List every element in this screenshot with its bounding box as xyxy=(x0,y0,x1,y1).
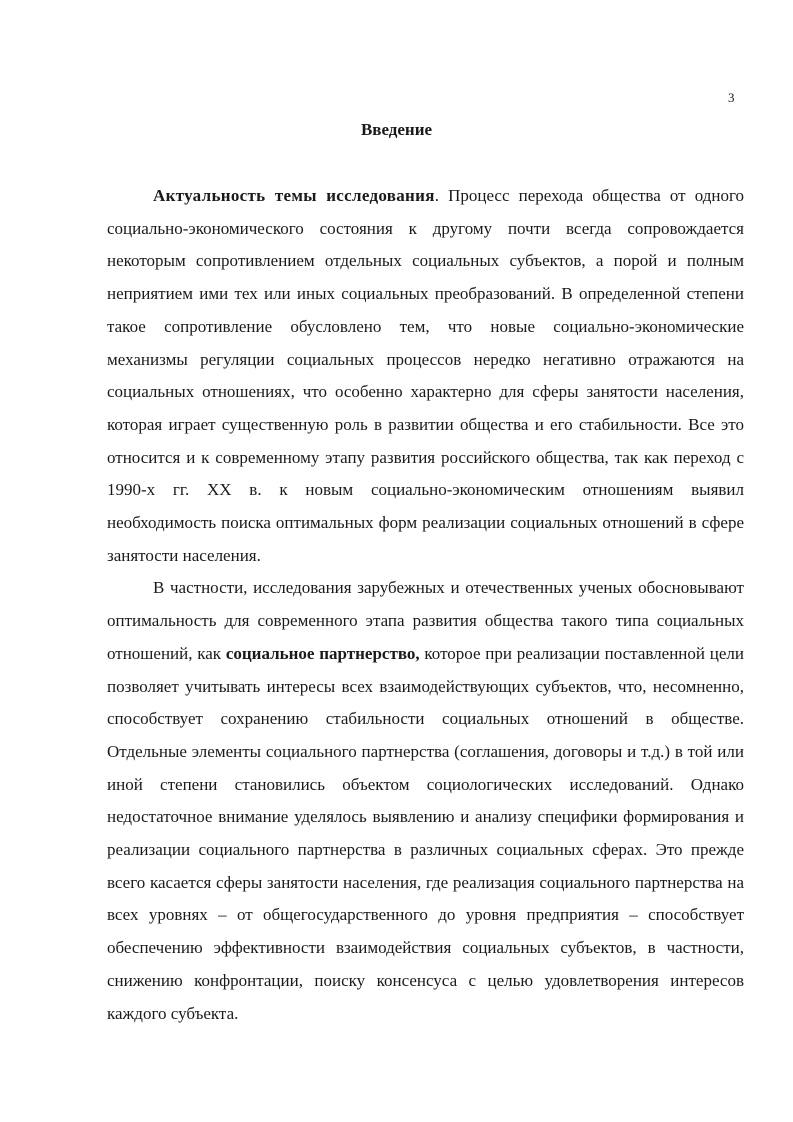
paragraph-text-after: которое при реализации поставленной цели позволяет учитывать интересы всех взаимодействующих субъектов, что, несомненно, способствует сохранению стабильности социальных отношений в обществе. Отдельные элементы социального партнерства (соглашения, договоры и т.д.) в той или иной степени становились объектом социологических исследований. Однако недостаточное внимание уделялось выявлению и анализу специфики формирования и реализации социального партнерства в различных социальных сферах. Это прежде всего касается сферы занятости населения, где реализация социального партнерства на всех уровнях – от общегосударственного до уровня предприятия – способствует обеспечению эффективности взаимодействия социальных субъектов, в частности, снижению конфронтации, поиску консенсуса с целью удовлетворения интересов каждого субъекта. xyxy=(107,643,744,1023)
page-title: Введение xyxy=(360,120,433,139)
paragraph-text: . Процесс перехода общества от одного социально-экономического состояния к другому почти всегда сопровождается некоторым сопротивлением отдельных социальных субъектов, а порой и полным неприятием ими тех или иных социальных преобразований. В определенной степени такое сопротивление обусловлено тем, что новые социально-экономические механизмы регуляции социальных процессов нередко негативно отражаются на социальных отношениях, что особенно характерно для сферы занятости населения, которая играет существенную роль в развитии общества и его стабильности. Все это относится и к современному этапу развития российского общества, так как переход с 1990-х гг. XX в. к новым социально-экономическим отношениям выявил необходимость поиска оптимальных форм реализации социальных отношений в сфере занятости населения. xyxy=(107,186,745,565)
paragraph-text-before: В частности, исследования зарубежных и отечественных ученых обосновывают оптимальность для современного этапа развития общества такого типа социальных отношений, как xyxy=(107,578,744,663)
paragraph-relevance xyxy=(107,180,744,572)
paragraph-lead: Актуальность темы исследования xyxy=(153,186,435,205)
body-text xyxy=(107,180,744,1030)
paragraph-bold-term: социальное партнерство, xyxy=(225,643,420,663)
page-number: 3 xyxy=(728,90,735,105)
paragraph-partnership xyxy=(107,572,744,1030)
